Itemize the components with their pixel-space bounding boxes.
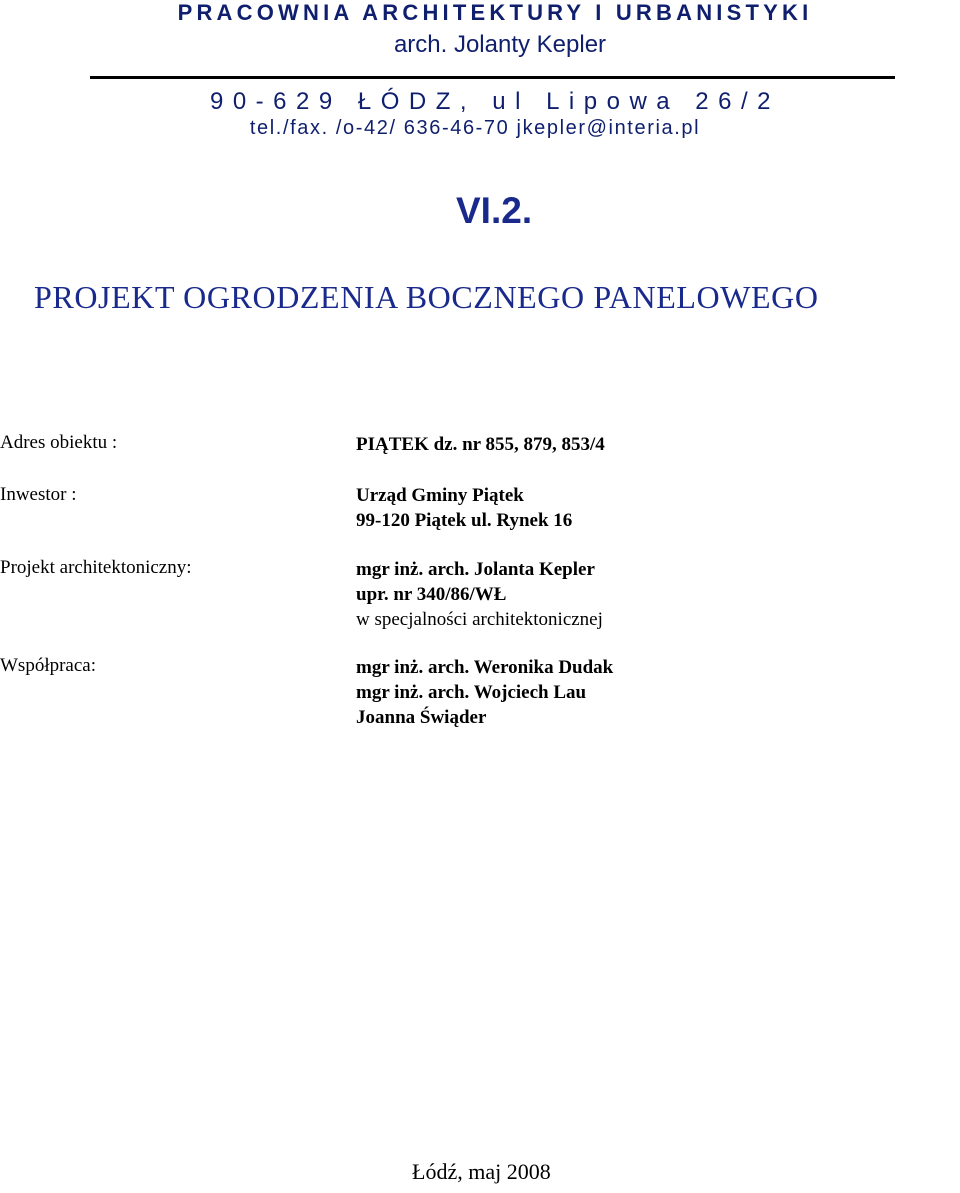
collaboration-block [356,655,613,730]
architect-label: Projekt architektoniczny: [0,557,192,578]
architect-specialty: w specjalności architektonicznej [356,609,603,630]
firm-owner: arch. Jolanty Kepler [393,31,607,58]
firm-address: 90-629 ŁÓDZ, ul Lipowa 26/2 [209,88,781,115]
site-address-label: Adres obiektu : [0,432,118,453]
collaborator-2: mgr inż. arch. Wojciech Lau [356,682,587,703]
investor-name: Urząd Gminy Piątek [356,485,524,506]
collaboration-label: Współpraca: [0,655,97,676]
architect-block [356,557,603,632]
site-address-value [356,432,605,457]
collaborator-3: Joanna Świąder [356,707,487,728]
investor-block [356,483,572,533]
investor-label: Inwestor : [0,484,77,505]
project-title: PROJEKT OGRODZENIA BOCZNEGO PANELOWEGO [34,279,819,315]
place-date: Łódź, maj 2008 [412,1159,551,1184]
section-number: VI.2. [456,190,533,231]
header-divider [90,76,895,79]
architect-license: upr. nr 340/86/WŁ [356,584,507,605]
architect-name: mgr inż. arch. Jolanta Kepler [356,559,595,580]
firm-name: PRACOWNIA ARCHITEKTURY I URBANISTYKI [177,0,813,25]
site-address-text: PIĄTEK dz. nr 855, 879, 853/4 [356,434,605,455]
firm-contact: tel./fax. /o-42/ 636-46-70 jkepler@interia.pl [249,117,701,139]
investor-address: 99-120 Piątek ul. Rynek 16 [356,510,573,531]
collaborator-1: mgr inż. arch. Weronika Dudak [356,657,614,678]
